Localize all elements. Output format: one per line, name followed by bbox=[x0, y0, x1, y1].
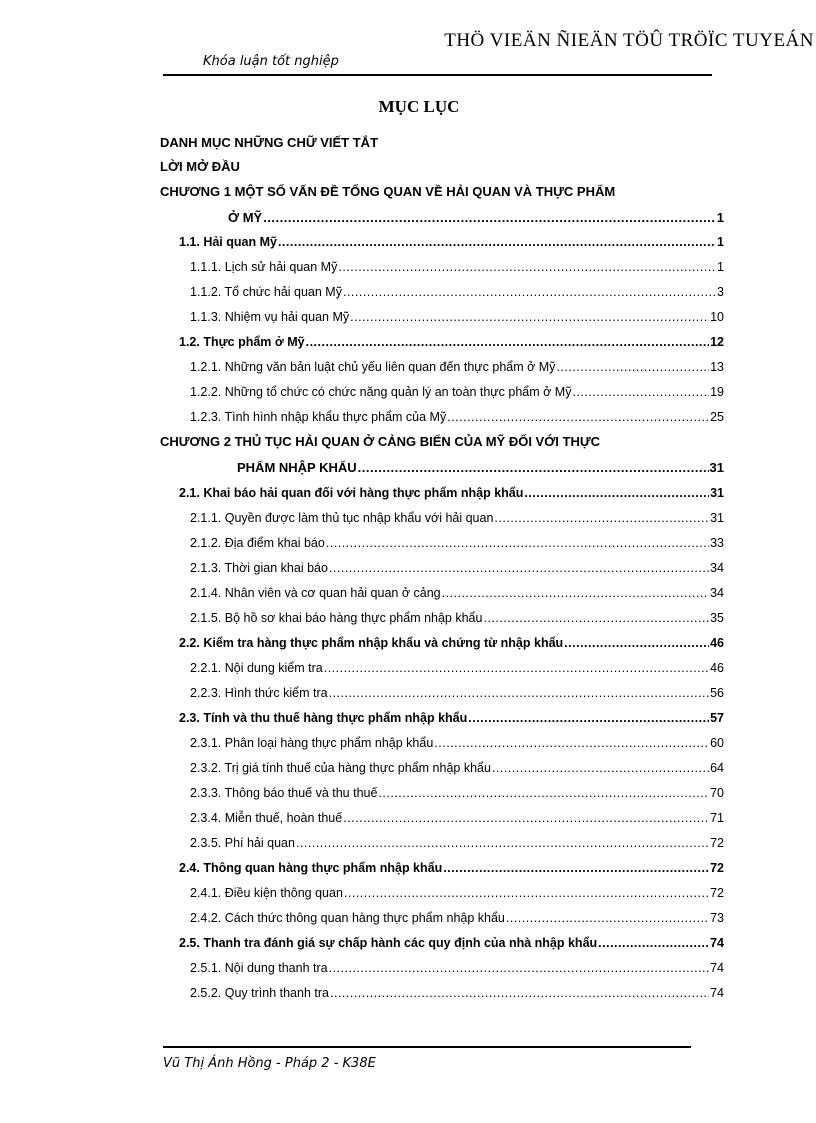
toc-section-2-3-2[interactable] bbox=[190, 757, 724, 779]
leader-dots bbox=[306, 331, 709, 353]
page-number: 10 bbox=[710, 310, 724, 324]
toc-entry-text: 2.1.5. Bộ hồ sơ khai báo hàng thực phẩm nhập khẩu bbox=[190, 611, 483, 625]
toc-chapter-2-heading[interactable] bbox=[160, 431, 600, 453]
leader-dots bbox=[572, 381, 709, 403]
toc-section-2-1-5[interactable] bbox=[190, 607, 724, 629]
toc-entry-text: 1.2. Thực phẩm ở Mỹ bbox=[179, 335, 305, 349]
toc-entry-text: 1.2.1. Những văn bản luật chủ yếu liên quan đến thực phẩm ở Mỹ bbox=[190, 360, 556, 374]
toc-section-2-3-5[interactable] bbox=[190, 832, 724, 854]
toc-section-2-2-1[interactable] bbox=[190, 657, 724, 679]
page-number: 74 bbox=[710, 986, 724, 1000]
toc-chapter-text: Ở MỸ bbox=[228, 210, 263, 225]
toc-section-2-1-1[interactable] bbox=[190, 507, 724, 529]
leader-dots bbox=[296, 832, 709, 854]
leader-dots bbox=[343, 807, 709, 829]
leader-dots bbox=[483, 607, 709, 629]
leader-dots bbox=[468, 707, 709, 729]
page-number: 74 bbox=[710, 961, 724, 975]
toc-entry-text: 2.2.3. Hình thức kiểm tra bbox=[190, 686, 328, 700]
toc-section-2-4-1[interactable] bbox=[190, 882, 724, 904]
page-number: 1 bbox=[717, 260, 724, 274]
watermark-text: THÖ VIEÄN ÑIEÄN TÖÛ TRÖÏC TUYEÁN bbox=[444, 30, 814, 51]
page-number: 35 bbox=[710, 611, 724, 625]
toc-entry-text: 2.1.3. Thời gian khai báo bbox=[190, 561, 328, 575]
page-number: 57 bbox=[710, 711, 724, 725]
page-number: 34 bbox=[710, 561, 724, 575]
page-number: 31 bbox=[709, 460, 724, 475]
toc-chapter-text: PHẨM NHẬP KHẨU bbox=[237, 460, 357, 475]
leader-dots bbox=[492, 757, 709, 779]
toc-entry-text: 2.3.1. Phân loại hàng thực phẩm nhập khẩu bbox=[190, 736, 434, 750]
toc-section-2-1-2[interactable] bbox=[190, 532, 724, 554]
leader-dots bbox=[263, 207, 716, 229]
toc-section-2-3-3[interactable] bbox=[190, 782, 724, 804]
leader-dots bbox=[564, 632, 709, 654]
leader-dots bbox=[494, 507, 709, 529]
toc-entry-text: 2.3.4. Miễn thuế, hoàn thuế bbox=[190, 811, 343, 825]
toc-entry-text: 1.1. Hải quan Mỹ bbox=[179, 235, 277, 249]
toc-entry-text: 2.1.4. Nhân viên và cơ quan hải quan ở cảng bbox=[190, 586, 441, 600]
toc-entry-text: 2.4.2. Cách thức thông quan hàng thực phẩm nhập khẩu bbox=[190, 911, 505, 925]
toc-entry-text: 1.1.1. Lịch sử hải quan Mỹ bbox=[190, 260, 338, 274]
toc-section-1-1-2[interactable] bbox=[190, 281, 724, 303]
toc-section-2-1-4[interactable] bbox=[190, 582, 724, 604]
toc-chapter-text: CHƯƠNG 2 THỦ TỤC HẢI QUAN Ở CẢNG BIỂN CỦA MỸ ĐỐI VỚI THỰC bbox=[160, 434, 601, 449]
leader-dots bbox=[358, 457, 709, 479]
page-number: 73 bbox=[710, 911, 724, 925]
toc-entry-text: 2.3.5. Phí hải quan bbox=[190, 836, 295, 850]
page-number: 1 bbox=[716, 210, 724, 225]
toc-section-2-2-3[interactable] bbox=[190, 682, 724, 704]
leader-dots bbox=[278, 231, 716, 253]
header-rule bbox=[163, 74, 712, 76]
leader-dots bbox=[442, 582, 710, 604]
toc-chapter-1-heading[interactable] bbox=[160, 181, 615, 203]
toc-entry-text: 2.1. Khai báo hải quan đối với hàng thực phẩm nhập khẩu bbox=[179, 486, 524, 500]
toc-entry-text: 1.1.2. Tổ chức hải quan Mỹ bbox=[190, 285, 342, 299]
toc-section-1-2[interactable] bbox=[179, 331, 724, 353]
page-number: 56 bbox=[710, 686, 724, 700]
toc-entry-text: 2.5. Thanh tra đánh giá sự chấp hành các quy định của nhà nhập khẩu bbox=[179, 936, 598, 950]
footer-rule bbox=[163, 1046, 691, 1048]
toc-entry-text: 1.2.3. Tình hình nhập khẩu thực phẩm của Mỹ bbox=[190, 410, 447, 424]
leader-dots bbox=[329, 957, 709, 979]
toc-chapter-text: CHƯƠNG 1 MỘT SỐ VẤN ĐỀ TỔNG QUAN VỀ HẢI QUAN VÀ THỰC PHẨM bbox=[160, 184, 616, 199]
page-number: 70 bbox=[710, 786, 724, 800]
page-number: 72 bbox=[710, 886, 724, 900]
page-number: 31 bbox=[710, 486, 724, 500]
leader-dots bbox=[329, 557, 709, 579]
toc-section-2-5[interactable] bbox=[179, 932, 724, 954]
leader-dots bbox=[324, 657, 709, 679]
toc-entry-text: 2.5.1. Nội dung thanh tra bbox=[190, 961, 328, 975]
page-number: 1 bbox=[717, 235, 724, 249]
leader-dots bbox=[338, 256, 716, 278]
leader-dots bbox=[556, 356, 709, 378]
toc-entry-text: 2.3.3. Thông báo thuế và thu thuế bbox=[190, 786, 378, 800]
toc-entry-text: DANH MỤC NHỮNG CHỮ VIẾT TẮT bbox=[160, 135, 379, 150]
page-number: 31 bbox=[710, 511, 724, 525]
toc-entry-text: 2.1.1. Quyền được làm thủ tục nhập khẩu với hải quan bbox=[190, 511, 494, 525]
page-number: 60 bbox=[710, 736, 724, 750]
toc-entry-text: 2.5.2. Quy trình thanh tra bbox=[190, 986, 329, 1000]
leader-dots bbox=[434, 732, 709, 754]
toc-section-1-1[interactable] bbox=[179, 231, 724, 253]
page-number: 34 bbox=[710, 586, 724, 600]
page-number: 71 bbox=[710, 811, 724, 825]
toc-abbrev[interactable] bbox=[160, 132, 378, 154]
page-number: 46 bbox=[710, 636, 724, 650]
header-title: Khóa luận tốt nghiệp bbox=[203, 54, 339, 69]
toc-entry-text: 2.3.2. Trị giá tính thuế của hàng thực phẩm nhập khẩu bbox=[190, 761, 491, 775]
leader-dots bbox=[350, 306, 709, 328]
toc-section-1-2-2[interactable] bbox=[190, 381, 724, 403]
toc-section-1-2-3[interactable] bbox=[190, 406, 724, 428]
footer-author: Vũ Thị Ánh Hồng - Pháp 2 - K38E bbox=[163, 1056, 376, 1071]
toc-section-2-3-4[interactable] bbox=[190, 807, 724, 829]
toc-section-1-1-3[interactable] bbox=[190, 306, 724, 328]
toc-section-2-3[interactable] bbox=[179, 707, 724, 729]
toc-entry-text: 1.1.3. Nhiệm vụ hải quan Mỹ bbox=[190, 310, 350, 324]
page-number: 74 bbox=[710, 936, 724, 950]
toc-entry-text: 2.4. Thông quan hàng thực phẩm nhập khẩu bbox=[179, 861, 443, 875]
page-number: 19 bbox=[710, 385, 724, 399]
leader-dots bbox=[329, 682, 710, 704]
leader-dots bbox=[524, 482, 709, 504]
leader-dots bbox=[443, 857, 709, 879]
toc-chapter-2[interactable] bbox=[237, 457, 724, 479]
toc-entry-text: 2.3. Tính và thu thuế hàng thực phẩm nhập khẩu bbox=[179, 711, 468, 725]
toc-entry-text: LỜI MỞ ĐẦU bbox=[160, 159, 240, 174]
page-number: 3 bbox=[717, 285, 724, 299]
page-number: 72 bbox=[710, 836, 724, 850]
toc-section-1-2-1[interactable] bbox=[190, 356, 724, 378]
leader-dots bbox=[506, 907, 709, 929]
page-number: 72 bbox=[710, 861, 724, 875]
toc-entry-text: 2.2.1. Nội dung kiểm tra bbox=[190, 661, 323, 675]
toc-section-2-1-3[interactable] bbox=[190, 557, 724, 579]
toc-section-2-5-1[interactable] bbox=[190, 957, 724, 979]
leader-dots bbox=[378, 782, 709, 804]
toc-chapter-1[interactable] bbox=[228, 207, 724, 229]
toc-section-2-1[interactable] bbox=[179, 482, 724, 504]
leader-dots bbox=[326, 532, 709, 554]
page-number: 25 bbox=[710, 410, 724, 424]
toc-entry-text: 1.2.2. Những tổ chức có chức năng quản lý an toàn thực phẩm ở Mỹ bbox=[190, 385, 572, 399]
toc-section-2-5-2[interactable] bbox=[190, 982, 724, 1004]
leader-dots bbox=[330, 982, 709, 1004]
toc-section-2-4-2[interactable] bbox=[190, 907, 724, 929]
toc-entry-text: 2.4.1. Điều kiện thông quan bbox=[190, 886, 343, 900]
page-number: 46 bbox=[710, 661, 724, 675]
toc-section-2-4[interactable] bbox=[179, 857, 724, 879]
leader-dots bbox=[447, 406, 709, 428]
toc-intro[interactable] bbox=[160, 156, 240, 178]
page-number: 33 bbox=[710, 536, 724, 550]
page-number: 13 bbox=[710, 360, 724, 374]
toc-section-2-2[interactable] bbox=[179, 632, 724, 654]
page-number: 64 bbox=[710, 761, 724, 775]
page-number: 12 bbox=[710, 335, 724, 349]
leader-dots bbox=[598, 932, 709, 954]
toc-entry-text: 2.1.2. Địa điểm khai báo bbox=[190, 536, 325, 550]
leader-dots bbox=[343, 281, 716, 303]
toc-title: MỤC LỤC bbox=[378, 97, 460, 116]
leader-dots bbox=[344, 882, 709, 904]
toc-entry-text: 2.2. Kiểm tra hàng thực phẩm nhập khẩu và chứng từ nhập khẩu bbox=[179, 636, 564, 650]
toc-section-1-1-1[interactable] bbox=[190, 256, 724, 278]
toc-section-2-3-1[interactable] bbox=[190, 732, 724, 754]
